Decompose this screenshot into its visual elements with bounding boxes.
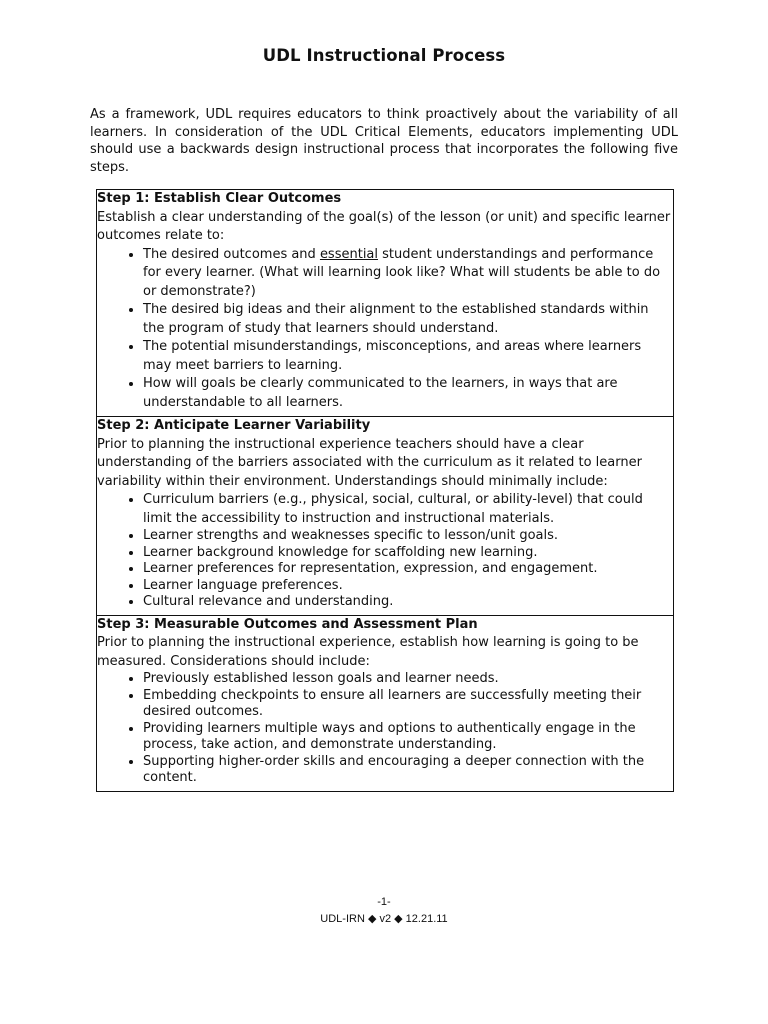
page-number: -1- [377,896,391,908]
step-2-row [97,417,674,616]
step-3-heading: Step 3: Measurable Outcomes and Assessment Plan [97,616,478,632]
step-1-cell [97,190,674,417]
bullet-text-pre: The desired outcomes and [143,246,320,262]
list-item: • Providing learners multiple ways and options to authentically engage in the process, take action, and demonstrate understanding. [143,721,673,754]
step-2-cell [97,417,674,616]
step-1-bullet-list [97,246,673,413]
list-item: • Learner background knowledge for scaffolding new learning. [143,545,673,562]
list-item: • Previously established lesson goals and learner needs. [143,671,673,688]
list-item: • The potential misunderstandings, misconceptions, and areas where learners may meet barriers to learning. [143,338,673,375]
step-2-intro: Prior to planning the instructional experience teachers should have a clear understanding of the barriers associated with the curriculum as it related to learner variability within their environment. Understandings should minimally include: [97,436,642,489]
list-item: • Curriculum barriers (e.g., physical, social, cultural, or ability-level) that could limit the accessibility to instruction and instructional materials. [143,491,673,528]
bullet-text-underlined: essential [319,246,379,262]
intro-paragraph: As a framework, UDL requires educators to think proactively about the variability of all learners. In consideration of the UDL Critical Elements, educators implementing UDL should use a backwards design instructional process that incorporates the following five steps. [90,107,678,175]
list-item [143,246,673,302]
list-item: • How will goals be clearly communicated to the learners, in ways that are understandable to all learners. [143,375,673,412]
list-item: • The desired big ideas and their alignment to the established standards within the program of study that learners should understand. [143,301,673,338]
step-3-bullet-list [97,671,673,787]
list-item: • Supporting higher-order skills and encouraging a deeper connection with the content. [143,754,673,787]
step-3-intro: Prior to planning the instructional experience, establish how learning is going to be measured. Considerations should include: [97,635,639,669]
list-item: • Learner preferences for representation, expression, and engagement. [143,561,673,578]
step-3-cell [97,615,674,791]
bullet-text-post: student understandings and performance for every learner. (What will learning look like? What will students be able to do or demonstrate?) [143,246,661,299]
steps-table [96,189,674,792]
step-1-row [97,190,674,417]
list-item: • Cultural relevance and understanding. [143,594,673,611]
step-2-bullet-list [97,491,673,611]
document-title: UDL Instructional Process [262,46,506,65]
step-2-heading: Step 2: Anticipate Learner Variability [97,418,371,433]
step-3-row [97,615,674,791]
step-1-heading: Step 1: Establish Clear Outcomes [97,191,342,206]
list-item: • Learner language preferences. [143,578,673,595]
list-item: • Learner strengths and weaknesses specific to lesson/unit goals. [143,528,673,545]
document-id-footer: UDL-IRN ◆ v2 ◆ 12.21.11 [320,913,448,925]
step-1-intro: Establish a clear understanding of the goal(s) of the lesson (or unit) and specific learner outcomes relate to: [97,209,671,243]
list-item: • Embedding checkpoints to ensure all learners are successfully meeting their desired outcomes. [143,688,673,721]
